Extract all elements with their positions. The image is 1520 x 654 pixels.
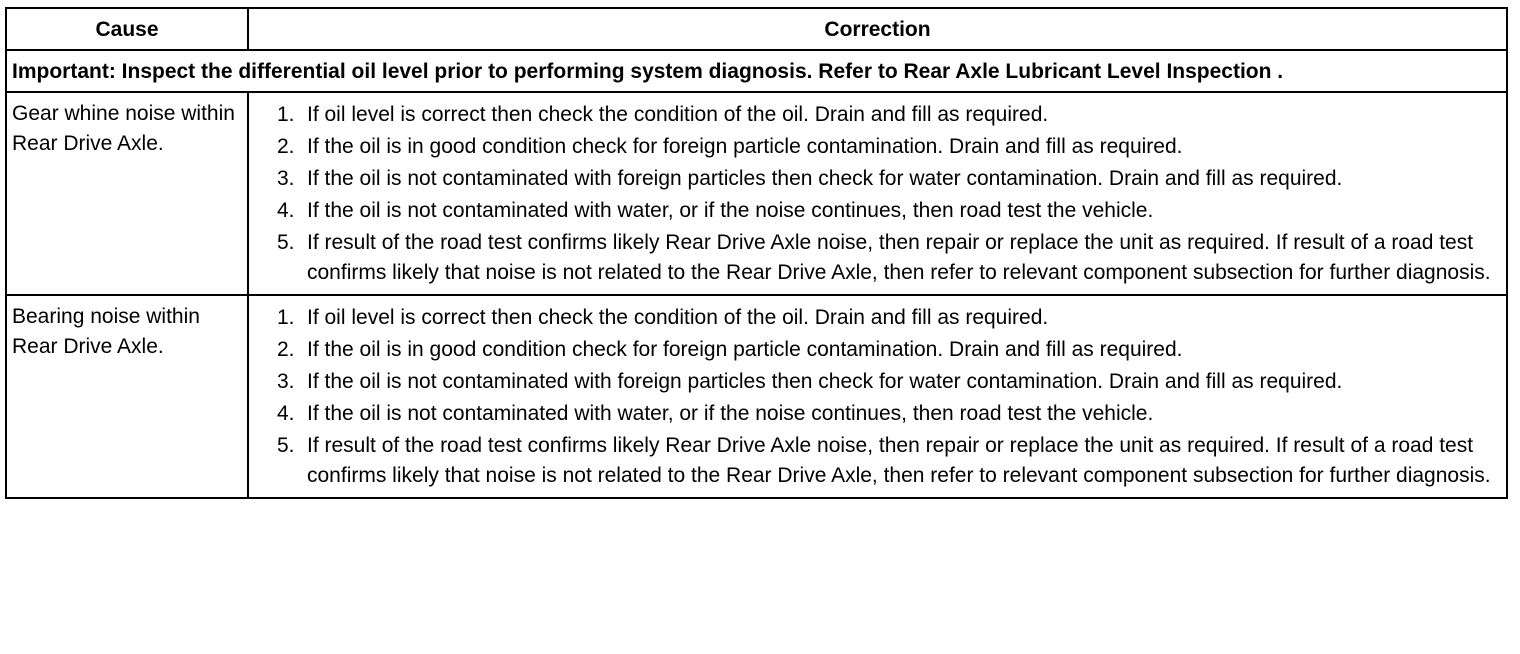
- step-number: 4.: [277, 199, 295, 222]
- cause-cell: Gear whine noise within Rear Drive Axle.: [6, 92, 248, 295]
- step-item: [269, 335, 1498, 365]
- step-number: 3.: [277, 370, 295, 393]
- correction-cell: [248, 92, 1507, 295]
- cause-cell: Bearing noise within Rear Drive Axle.: [6, 295, 248, 498]
- step-text: If result of the road test confirms likely Rear Drive Axle noise, then repair or replace the unit as required. If result of a road test confirms likely that noise is not related to the Rear Drive Axle, then refer to relevant component subsection for further diagnosis.: [307, 231, 1491, 284]
- step-text: If the oil is not contaminated with foreign particles then check for water contamination. Drain and fill as required.: [307, 370, 1343, 393]
- header-row: [6, 8, 1507, 50]
- correction-steps: [269, 100, 1498, 288]
- diagnosis-table: [5, 7, 1508, 499]
- correction-steps: [269, 303, 1498, 491]
- step-item: [269, 196, 1498, 226]
- table-row: [6, 92, 1507, 295]
- step-number: 2.: [277, 338, 295, 361]
- correction-cell: [248, 295, 1507, 498]
- header-correction: Correction: [248, 8, 1507, 50]
- step-item: [269, 431, 1498, 491]
- step-number: 3.: [277, 167, 295, 190]
- table-row: [6, 295, 1507, 498]
- header-cause: Cause: [6, 8, 248, 50]
- step-item: [269, 228, 1498, 288]
- step-text: If the oil is not contaminated with water, or if the noise continues, then road test the vehicle.: [307, 199, 1154, 222]
- note-row: [6, 50, 1507, 92]
- step-number: 5.: [277, 434, 295, 457]
- step-text: If the oil is not contaminated with foreign particles then check for water contamination. Drain and fill as required.: [307, 167, 1343, 190]
- important-note: Important: Inspect the differential oil level prior to performing system diagnosis. Refer to Rear Axle Lubricant Level Inspection .: [6, 50, 1507, 92]
- step-number: 1.: [277, 103, 295, 126]
- step-item: [269, 164, 1498, 194]
- step-number: 1.: [277, 306, 295, 329]
- step-item: [269, 132, 1498, 162]
- step-text: If the oil is not contaminated with water, or if the noise continues, then road test the vehicle.: [307, 402, 1154, 425]
- step-number: 4.: [277, 402, 295, 425]
- step-text: If oil level is correct then check the condition of the oil. Drain and fill as required.: [307, 306, 1049, 329]
- step-number: 2.: [277, 135, 295, 158]
- step-number: 5.: [277, 231, 295, 254]
- step-item: [269, 100, 1498, 130]
- step-item: [269, 399, 1498, 429]
- step-text: If the oil is in good condition check for foreign particle contamination. Drain and fill as required.: [307, 135, 1183, 158]
- diagnosis-table-container: [5, 7, 1506, 499]
- step-text: If result of the road test confirms likely Rear Drive Axle noise, then repair or replace the unit as required. If result of a road test confirms likely that noise is not related to the Rear Drive Axle, then refer to relevant component subsection for further diagnosis.: [307, 434, 1491, 487]
- step-item: [269, 303, 1498, 333]
- step-text: If oil level is correct then check the condition of the oil. Drain and fill as required.: [307, 103, 1049, 126]
- step-text: If the oil is in good condition check for foreign particle contamination. Drain and fill as required.: [307, 338, 1183, 361]
- step-item: [269, 367, 1498, 397]
